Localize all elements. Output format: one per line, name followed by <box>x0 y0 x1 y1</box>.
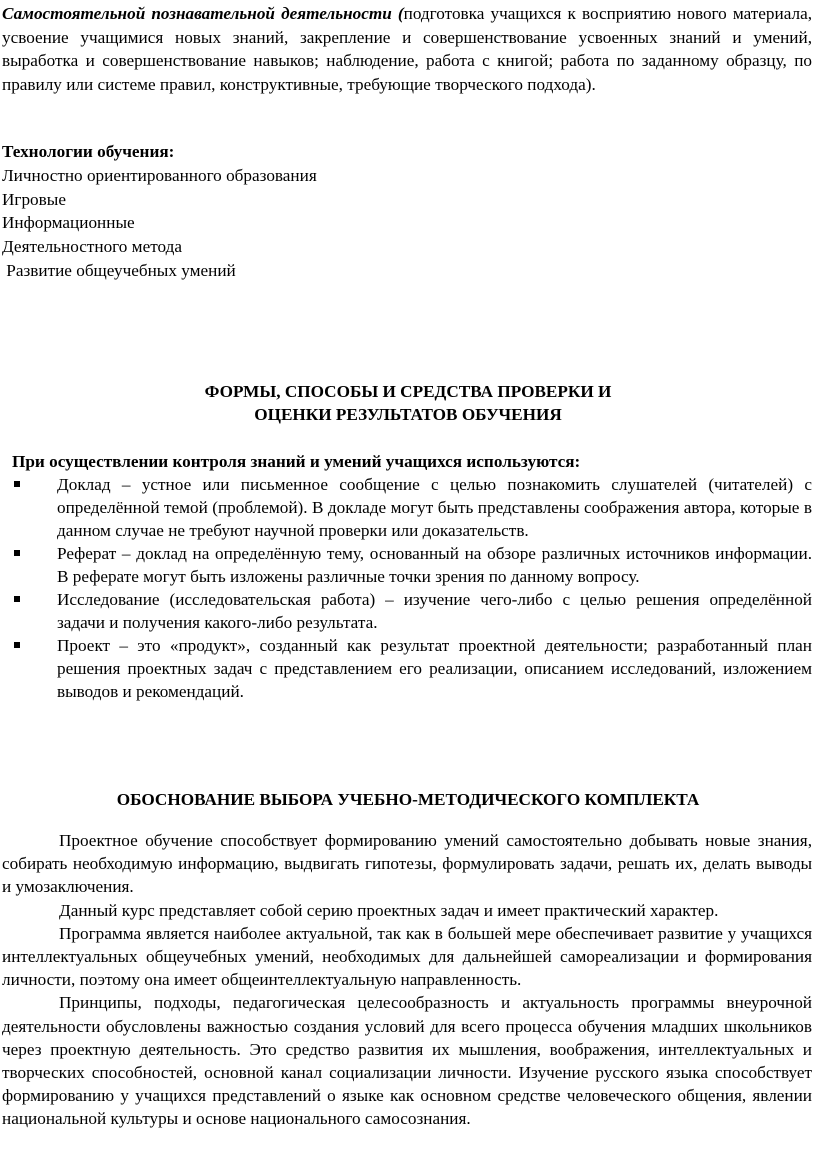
umk-paragraph: Принципы, подходы, педагогическая целесообразность и актуальность программы внеурочной деятельности обусловлены важностью создания условий для всего процесса обучения младших школьников через проектную деятельность. Это средство развития их мышления, воображения, интеллектуальных и творческих способностей, основной канал социализации личности. Изучение русского языка способствует формированию у учащихся представлений о языке как основном средстве человеческого общения, явлении национальной культуры и основе национального самосознания. <box>2 993 812 1129</box>
intro-paragraph <box>2 2 812 96</box>
square-bullet-icon <box>14 596 20 602</box>
list-item-text: Исследование (исследовательская работа) – изучение чего-либо с целью решения определённой задачи и получения какого-либо результата. <box>57 590 812 632</box>
umk-paragraph: Данный курс представляет собой серию проектных задач и имеет практический характер. <box>59 900 719 920</box>
list-item <box>12 634 812 703</box>
intro-lead: Самостоятельной познавательной деятельности ( <box>2 4 404 23</box>
control-methods-block <box>12 450 812 703</box>
umk-paragraph: Проектное обучение способствует формированию умений самостоятельно добывать новые знания, собирать необходимую информацию, выдвигать гипотезы, формулировать задачи, решать их, делать выводы и умозаключения. <box>2 831 812 897</box>
technology-item: Развитие общеучебных умений <box>2 260 236 280</box>
forms-title-line2: ОЦЕНКИ РЕЗУЛЬТАТОВ ОБУЧЕНИЯ <box>254 405 562 424</box>
forms-section-title <box>0 380 816 426</box>
list-item-text: Проект – это «продукт», созданный как результат проектной деятельности; разработанный план решения проектных задач с представлением его реализации, описанием исследований, изложением выводов и рекомендаций. <box>57 636 812 701</box>
square-bullet-icon <box>14 481 20 487</box>
technologies-title: Технологии обучения: <box>2 142 175 161</box>
list-item <box>12 473 812 542</box>
list-item <box>12 588 812 634</box>
forms-title-line1: ФОРМЫ, СПОСОБЫ И СРЕДСТВА ПРОВЕРКИ И <box>204 382 612 401</box>
list-item-text: Реферат – доклад на определённую тему, основанный на обзоре различных источников информации. В реферате могут быть изложены различные точки зрения по данному вопросу. <box>57 544 812 586</box>
technologies-block <box>2 140 802 283</box>
control-subtitle: При осуществлении контроля знаний и умений учащихся используются: <box>12 452 581 471</box>
intro-text: подготовка учащихся к восприятию нового материала, усвоение учащимися новых знаний, закрепление и совершенствование усвоенных знаний и умений, выработка и совершенствование навыков; наблюдение, работа с книгой; работа по заданному образцу, по правилу или системе правил, конструктивные, требующие творческого подхода). <box>2 4 813 94</box>
technology-item: Информационные <box>2 213 135 233</box>
umk-paragraph: Программа является наиболее актуальной, так как в большей мере обеспечивает развитие у учащихся интеллектуальных общеучебных умений, необходимых для дальнейшей самореализации и формирования личности, поэтому она имеет общеинтеллектуальную направленность. <box>2 923 812 990</box>
technology-item: Игровые <box>2 189 66 209</box>
umk-body <box>2 829 812 1131</box>
square-bullet-icon <box>14 550 20 556</box>
list-item <box>12 542 812 588</box>
control-methods-list <box>12 473 812 703</box>
square-bullet-icon <box>14 642 20 648</box>
technology-item: Личностно ориентированного образования <box>2 165 317 185</box>
umk-section-title: ОБОСНОВАНИЕ ВЫБОРА УЧЕБНО-МЕТОДИЧЕСКОГО КОМПЛЕКТА <box>116 790 700 809</box>
technology-item: Деятельностного метода <box>2 237 182 257</box>
list-item-text: Доклад – устное или письменное сообщение с целью познакомить слушателей (читателей) с определённой темой (проблемой). В докладе могут быть представлены соображения автора, которые в данном случае не требуют научной проверки или доказательств. <box>57 475 812 540</box>
